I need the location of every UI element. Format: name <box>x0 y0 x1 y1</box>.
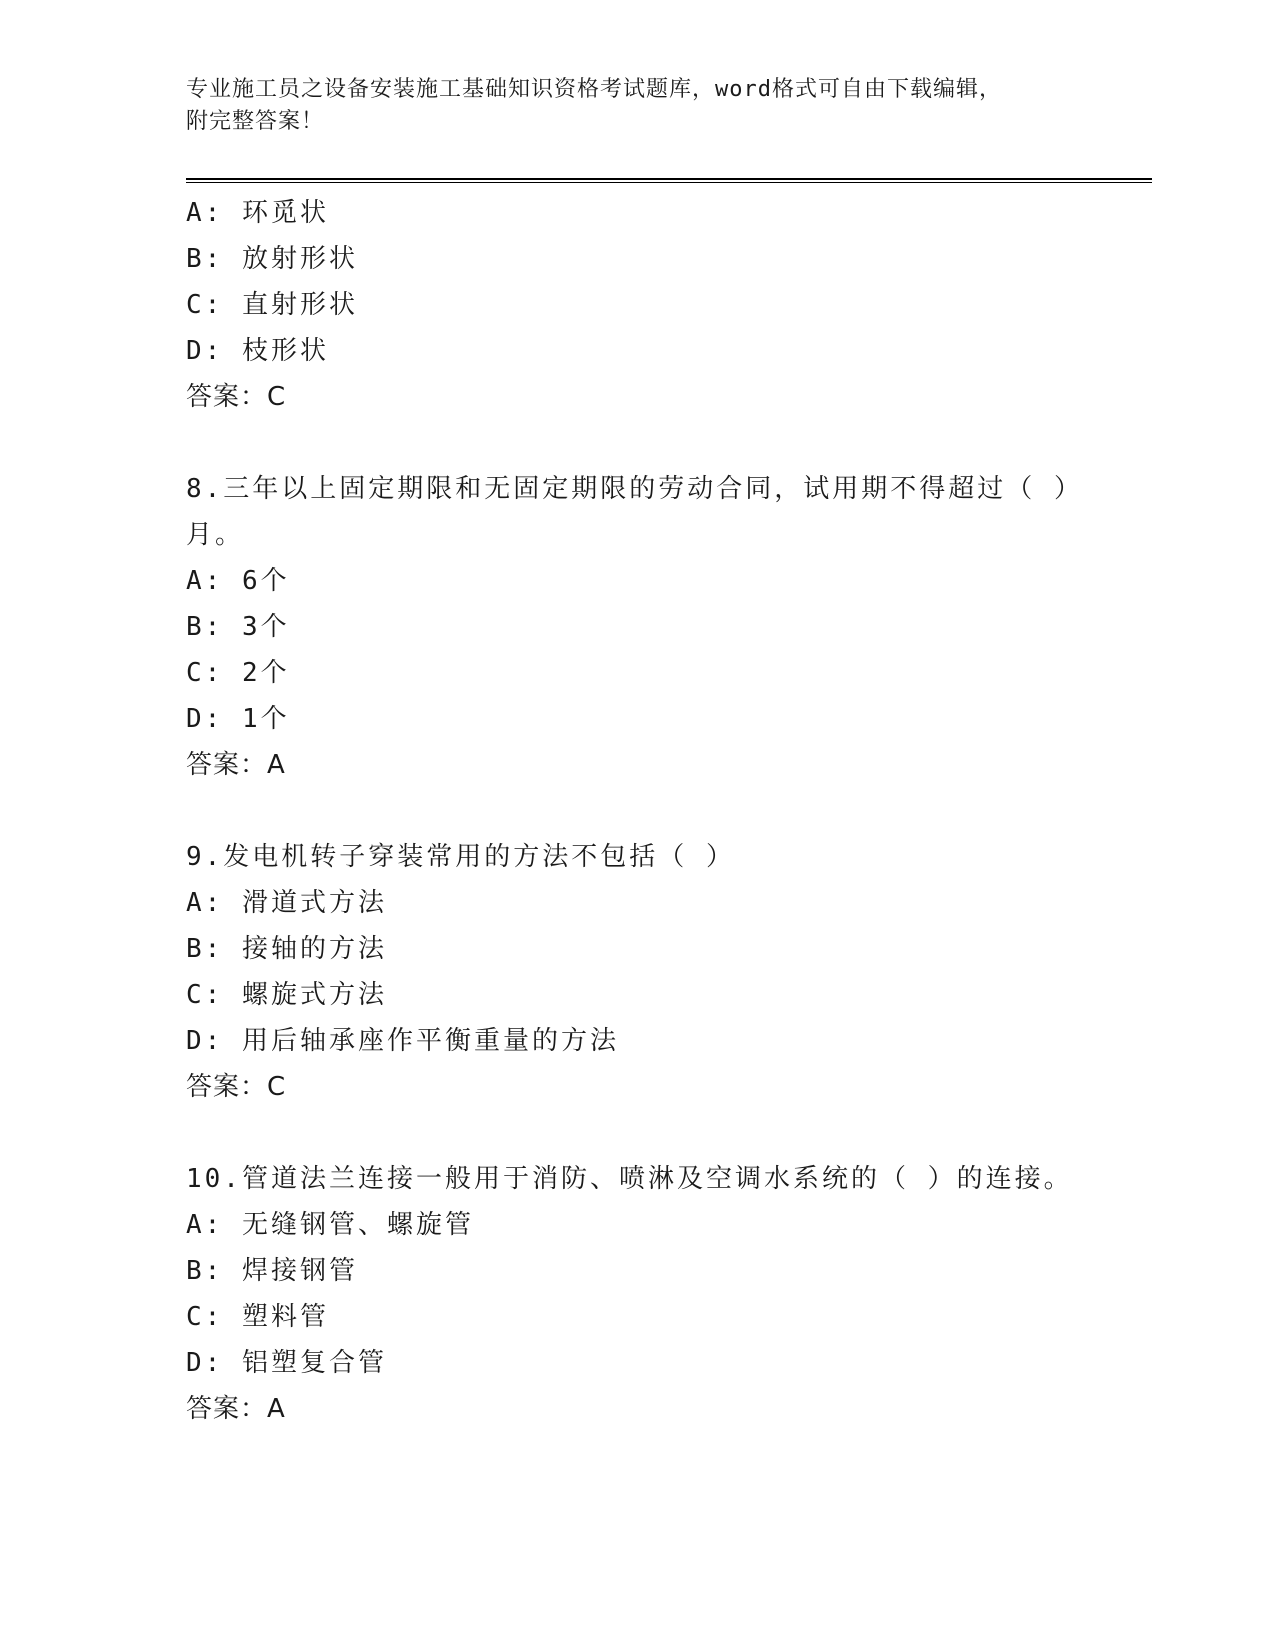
spacer <box>186 788 1086 834</box>
option-b: B: 焊接钢管 <box>186 1256 358 1286</box>
option-d: D: 1个 <box>186 704 290 734</box>
header-line-1: 专业施工员之设备安装施工基础知识资格考试题库，word格式可自由下载编辑， <box>186 77 1002 102</box>
option-a: A: 滑道式方法 <box>186 888 387 918</box>
spacer <box>186 1110 1086 1156</box>
question-block-10 <box>186 1156 1086 1432</box>
question-stem: 8.三年以上固定期限和无固定期限的劳动合同，试用期不得超过（ ） <box>186 474 1083 504</box>
option-b: B: 放射形状 <box>186 244 358 274</box>
option-d: D: 用后轴承座作平衡重量的方法 <box>186 1026 619 1056</box>
answer-line: 答案：A <box>186 1394 286 1424</box>
option-d: D: 枝形状 <box>186 336 329 366</box>
option-c: C: 直射形状 <box>186 290 358 320</box>
question-list <box>186 190 1086 1432</box>
header-rule-thick <box>186 178 1152 180</box>
question-block-8 <box>186 466 1086 788</box>
option-c: C: 螺旋式方法 <box>186 980 387 1010</box>
answer-line: 答案：C <box>186 1072 287 1102</box>
document-header <box>186 74 1066 138</box>
question-block-prev <box>186 190 1086 420</box>
option-b: B: 接轴的方法 <box>186 934 387 964</box>
question-block-9 <box>186 834 1086 1110</box>
option-a: A: 环觅状 <box>186 198 329 228</box>
header-rule-thin <box>186 182 1152 183</box>
option-d: D: 铝塑复合管 <box>186 1348 387 1378</box>
option-a: A: 6个 <box>186 566 290 596</box>
question-stem: 10.管道法兰连接一般用于消防、喷淋及空调水系统的（ ）的连接。 <box>186 1164 1073 1194</box>
header-line-2: 附完整答案！ <box>186 109 325 134</box>
spacer <box>186 420 1086 466</box>
option-a: A: 无缝钢管、螺旋管 <box>186 1210 474 1240</box>
answer-line: 答案：C <box>186 382 287 412</box>
option-b: B: 3个 <box>186 612 290 642</box>
question-stem: 9.发电机转子穿装常用的方法不包括（ ） <box>186 842 735 872</box>
option-c: C: 塑料管 <box>186 1302 329 1332</box>
answer-line: 答案：A <box>186 750 286 780</box>
question-stem-cont: 月。 <box>186 520 245 550</box>
option-c: C: 2个 <box>186 658 290 688</box>
